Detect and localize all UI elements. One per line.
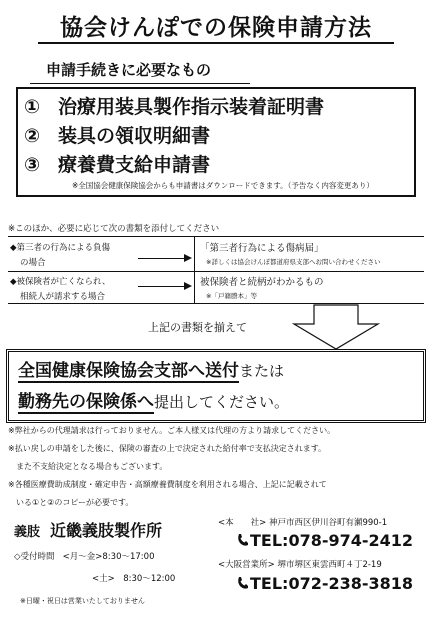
document-item — [24, 150, 210, 177]
submission-line — [18, 387, 289, 412]
condition-case: の場合 — [20, 258, 46, 268]
documents-note: ※全国協会健康保険協会からも申請書はダウンロードできます。（予告なく内容変更あり） — [72, 181, 374, 190]
submission-instruction: 提出してください。 — [154, 393, 290, 411]
phone-icon — [236, 533, 248, 547]
condition-document-note: ※詳しくは協会けんぽ都道府県支部へお問い合わせください — [206, 258, 381, 266]
prepare-text: 上記の書類を揃えて — [148, 321, 247, 334]
document-item — [24, 121, 210, 148]
right-arrow-icon — [138, 258, 190, 259]
hours-line — [14, 550, 154, 562]
condition-document: 「第三者行為による傷病届」 — [200, 243, 324, 254]
document-item — [24, 92, 324, 119]
right-arrow-icon — [138, 286, 190, 287]
down-arrow-icon — [292, 304, 380, 350]
submission-destination: 勤務先の保険係へ — [18, 392, 154, 412]
office-label: <大阪営業所> — [218, 560, 275, 570]
submission-line — [18, 356, 284, 381]
office-address-line — [218, 558, 382, 570]
table-divider — [8, 271, 424, 272]
office-address-line — [218, 516, 387, 528]
office-address: 神戸市西区伊川谷町有瀬990-1 — [268, 518, 388, 528]
title-underline — [38, 42, 394, 44]
submission-destination: 全国健康保険協会支部へ送付 — [18, 361, 239, 381]
office-phone-line — [236, 574, 413, 593]
footnote: また不支給決定となる場合もございます。 — [8, 462, 168, 471]
footnote: ※払い戻しの申請をした後に、保険の審査の上で決定された給付率で支払決定されます。 — [8, 444, 327, 453]
office-phone: TEL:078-974-2412 — [250, 531, 414, 550]
document-number: ② — [24, 125, 41, 147]
footnote: いる①と②のコピーが必要です。 — [8, 498, 134, 507]
document-label: 治療用装具製作指示装着証明書 — [58, 96, 325, 118]
section-underline — [30, 83, 250, 84]
hours-saturday: <土> 8:30～12:00 — [92, 574, 176, 584]
company-name-block — [14, 518, 162, 541]
submission-connector: または — [239, 362, 285, 380]
footnote: ※各種医療費助成制度・確定申告・高額療養費制度を利用される場合、上記に記載されて — [8, 480, 327, 489]
condition-case: ◆第三者の行為による負傷 — [10, 243, 111, 253]
company-logo: 義肢 — [14, 525, 41, 540]
footnote: ※弊社からの代理請求は行っておりません。ご本人様又は代理の方より請求してください。 — [8, 426, 336, 435]
phone-icon — [236, 576, 248, 590]
condition-document-note: ※「戸籍謄本」等 — [206, 292, 257, 300]
hours-label: ◇受付時間 — [14, 552, 55, 562]
page-title: 協会けんぽでの保険申請方法 — [60, 15, 372, 41]
office-phone: TEL:072-238-3818 — [250, 574, 414, 593]
section-heading: 申請手続きに必要なもの — [46, 61, 212, 79]
document-label: 装具の領収明細書 — [58, 125, 211, 147]
condition-document: 被保険者と続柄がわかるもの — [200, 277, 324, 288]
hours-weekday: <月～金>8:30～17:00 — [62, 552, 155, 562]
document-label: 療養費支給申請書 — [58, 154, 211, 176]
office-phone-line — [236, 531, 413, 550]
document-number: ① — [24, 96, 41, 118]
company-name: 近畿義肢製作所 — [50, 521, 163, 540]
document-number: ③ — [24, 154, 41, 176]
office-address: 堺市堺区東雲西町４丁2-19 — [277, 560, 382, 570]
condition-case: 相続人が請求する場合 — [20, 292, 106, 302]
conditions-note: ※このほか、必要に応じて次の書類を添付してください — [8, 224, 220, 234]
condition-case: ◆被保険者が亡くなられ、 — [10, 277, 111, 287]
table-divider — [194, 237, 195, 303]
closed-note: ※日曜・祝日は営業いたしておりません — [20, 597, 145, 605]
office-label: <本 社> — [218, 518, 267, 528]
